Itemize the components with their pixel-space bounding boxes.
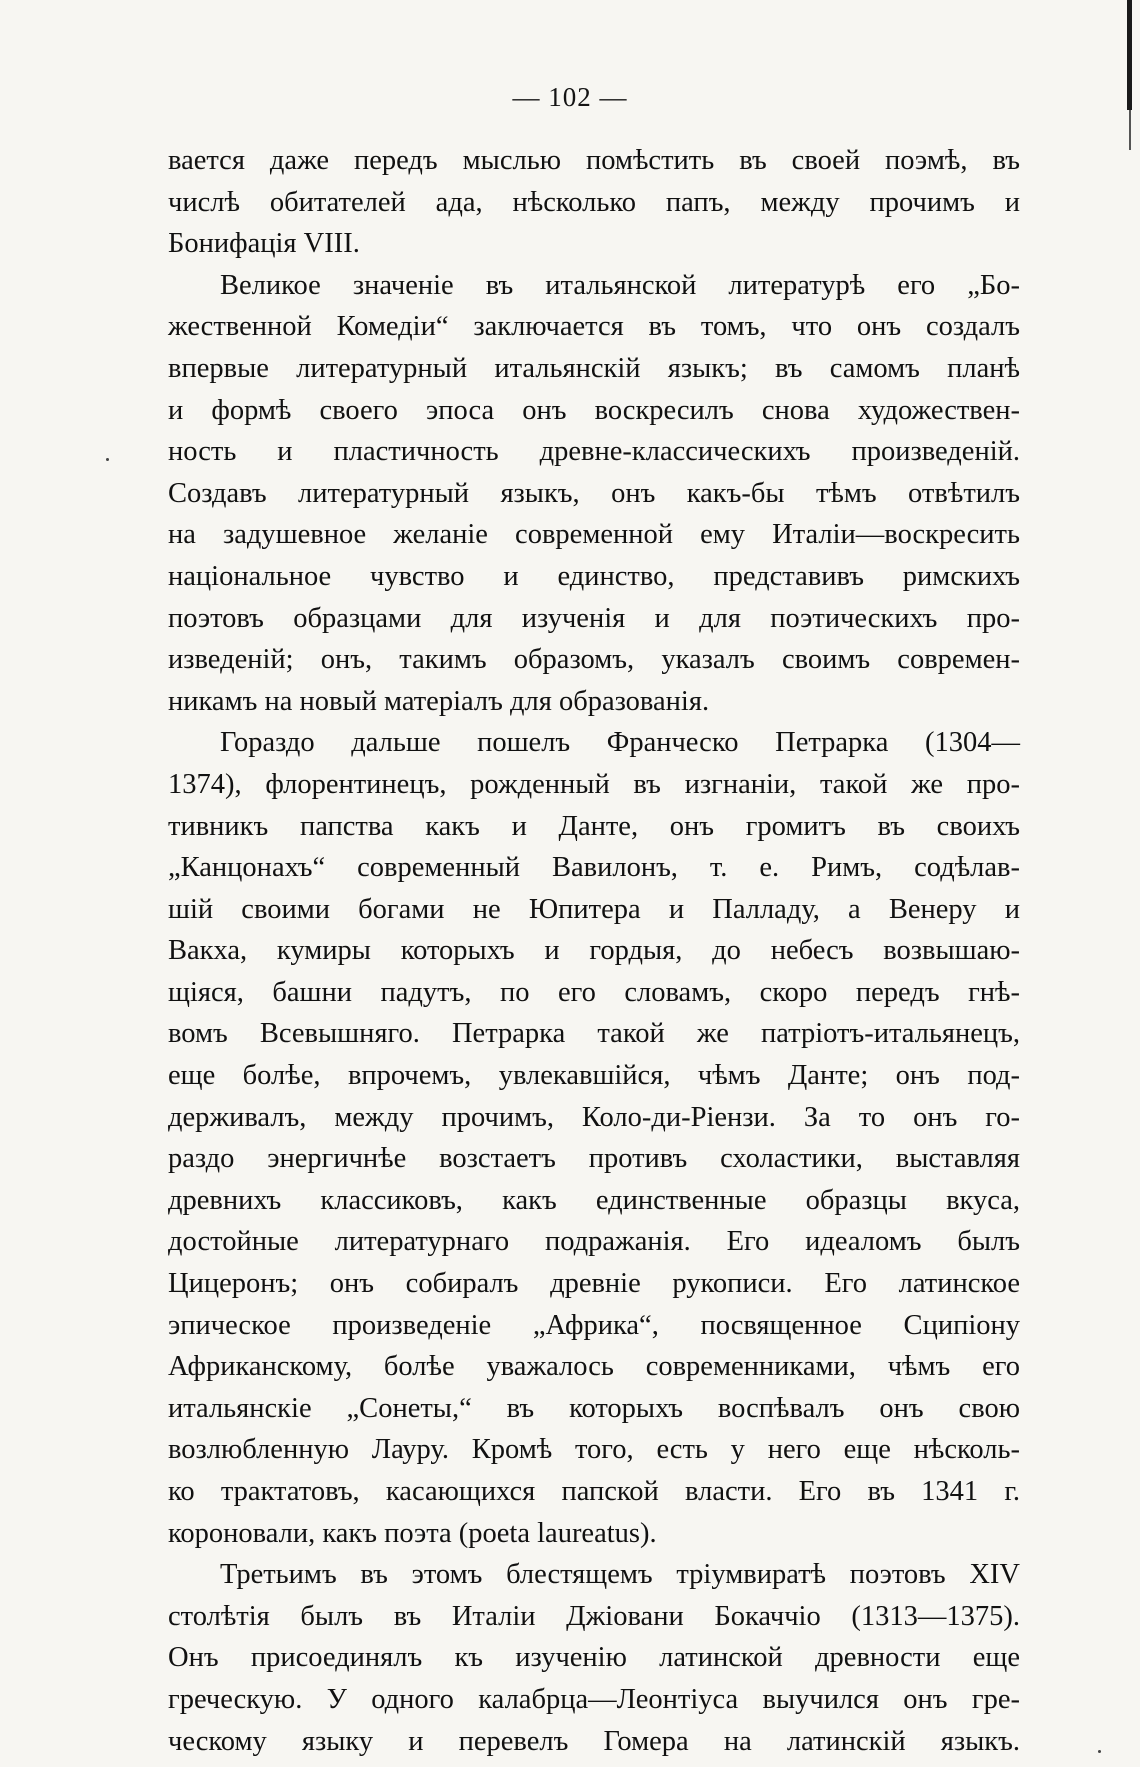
text-line: древнихъ классиковъ, какъ единственные образцы вкуса, [168,1184,1020,1216]
text-line: держивалъ, между прочимъ, Коло-ди-Ріензи. За то онъ го- [168,1101,1020,1133]
text-line: ческому языку и перевелъ Гомера на латинскій языкъ. [168,1725,1020,1757]
text-line: на задушевное желаніе современной ему Италіи—воскресить [168,519,1020,551]
text-line: и формѣ своего эпоса онъ воскресилъ снова художествен- [168,394,1020,426]
text-line: впервые литературный итальянскій языкъ; въ самомъ планѣ [168,352,1020,384]
text-line: еще болѣе, впрочемъ, увлекавшійся, чѣмъ Данте; онъ под- [168,1060,1020,1092]
text-line: шій своими богами не Юпитера и Палладу, а Венеру и [168,893,1020,925]
text-line: „Канцонахъ“ современный Вавилонъ, т. е. Римъ, содѣлав- [168,852,1020,884]
text-line: никамъ на новый матеріалъ для образованія. [168,685,710,717]
text-line: короновали, какъ поэта (poeta laureatus). [168,1517,657,1549]
scan-border-mark-thin [1129,110,1131,150]
text-line: Великое значеніе въ итальянской литературѣ его „Бо- [220,269,1020,301]
text-line: щіяся, башни падутъ, по его словамъ, скоро передъ гнѣ- [168,976,1020,1008]
page-number: — 102 — [512,82,628,112]
text-line: изведеній; онъ, такимъ образомъ, указалъ своимъ современ- [168,644,1020,676]
text-line: Бонифація VIII. [168,228,360,260]
text-line: Онъ присоединялъ къ изученію латинской древности еще [168,1642,1020,1674]
text-line: Третьимъ въ этомъ блестящемъ тріумвиратѣ поэтовъ XIV [220,1559,1020,1591]
scan-speck [106,458,109,461]
text-line: тивникъ папства какъ и Данте, онъ громитъ въ своихъ [168,810,1020,842]
text-line: эпическое произведеніе „Африка“, посвященное Сципіону [168,1309,1020,1341]
text-line: ко трактатовъ, касающихся папской власти. Его въ 1341 г. [168,1476,1020,1507]
text-line: Цицеронъ; онъ собиралъ древніе рукописи. Его латинское [168,1268,1020,1300]
text-line: Создавъ литературный языкъ, онъ какъ-бы тѣмъ отвѣтилъ [168,477,1020,509]
text-line: вомъ Всевышняго. Петрарка такой же патріотъ-итальянецъ, [168,1018,1020,1050]
text-line: поэтовъ образцами для изученія и для поэтическихъ про- [168,602,1020,634]
text-line: столѣтія былъ въ Италіи Джіовани Бокаччіо (1313—1375). [168,1600,1020,1632]
text-line: ность и пластичность древне-классическихъ произведеній. [168,436,1020,468]
text-line: итальянскіе „Сонеты,“ въ которыхъ воспѣвалъ онъ свою [168,1392,1020,1424]
text-line: достойные литературнаго подражанія. Его идеаломъ былъ [168,1226,1020,1258]
text-line: Гораздо дальше пошелъ Франческо Петрарка (1304— [220,727,1020,759]
body-text [168,140,1020,1762]
text-line: Африканскому, болѣе уважалось современниками, чѣмъ его [168,1351,1020,1383]
text-line: національное чувство и единство, представивъ римскихъ [168,560,1020,592]
text-line: числѣ обитателей ада, нѣсколько папъ, между прочимъ и [168,186,1020,218]
text-line: 1374), флорентинецъ, рожденный въ изгнаніи, такой же про- [168,768,1020,800]
text-line: греческую. У одного калабрца—Леонтіуса выучился онъ гре- [168,1683,1020,1715]
text-line: Вакха, кумиры которыхъ и гордыя, до небесъ возвышаю- [168,935,1020,967]
text-line: раздо энергичнѣе возстаетъ противъ схоластики, выставляя [168,1143,1020,1175]
scan-speck [1098,1750,1101,1753]
text-line: возлюбленную Лауру. Кромѣ того, есть у него еще нѣсколь- [168,1434,1020,1466]
text-line: жественной Комедіи“ заключается въ томъ, что онъ создалъ [168,311,1020,343]
text-line: вается даже передъ мыслью помѣстить въ своей поэмѣ, въ [168,145,1020,176]
